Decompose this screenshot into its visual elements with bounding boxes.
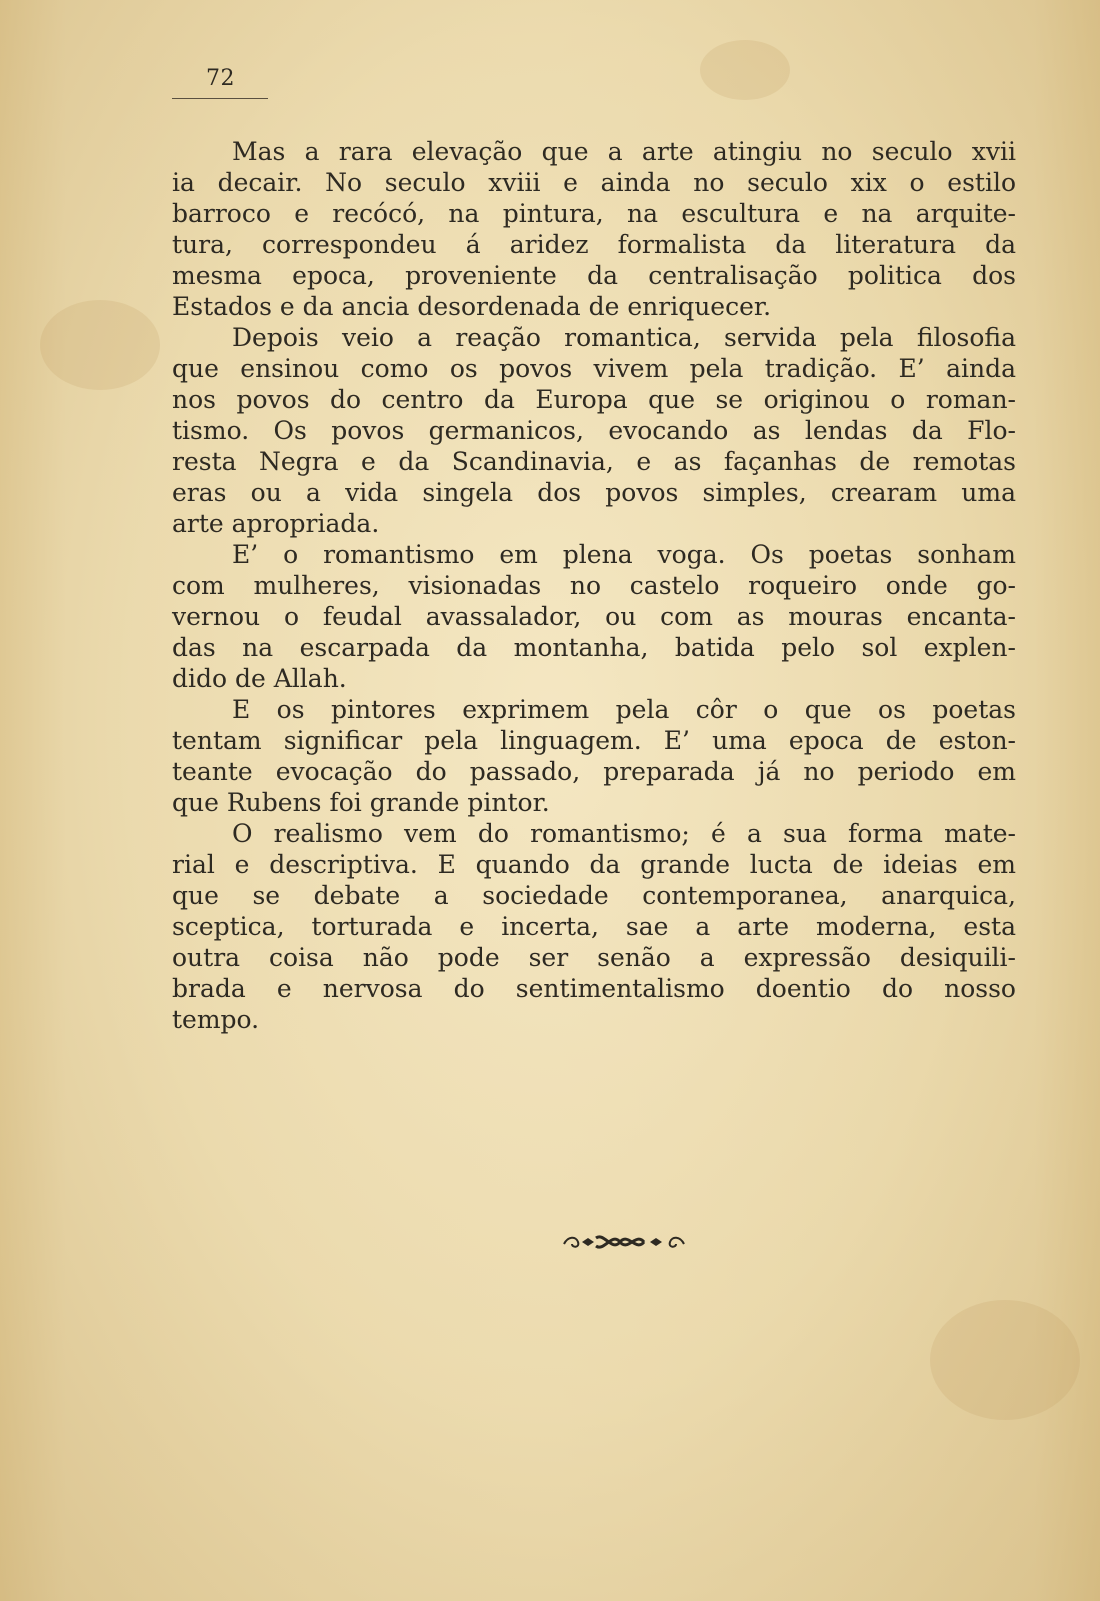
body-text xyxy=(172,136,1016,1035)
decorative-tailpiece-icon xyxy=(560,1230,688,1254)
text-line: teante evocação do passado, preparada já no periodo em xyxy=(172,757,1016,786)
text-line: rial e descriptiva. E quando da grande lucta de ideias em xyxy=(172,850,1016,879)
text-line: vernou o feudal avassalador, ou com as mouras encanta- xyxy=(172,602,1016,631)
text-line: com mulheres, visionadas no castelo roqueiro onde go- xyxy=(172,571,1016,600)
paragraph-1 xyxy=(172,136,1016,322)
text-line: nos povos do centro da Europa que se originou o roman- xyxy=(172,385,1016,414)
text-line: E’ o romantismo em plena voga. Os poetas sonham xyxy=(232,540,1016,569)
paper-stain xyxy=(930,1300,1080,1420)
text-line: tura, correspondeu á aridez formalista da literatura da xyxy=(172,230,1016,259)
text-line: que Rubens foi grande pintor. xyxy=(172,788,550,817)
text-line: barroco e recócó, na pintura, na escultura e na arquite- xyxy=(172,199,1016,228)
page-number: 72 xyxy=(206,66,235,91)
text-line: que se debate a sociedade contemporanea, anarquica, xyxy=(172,881,1016,910)
paragraph-4 xyxy=(172,694,1016,818)
text-line: das na escarpada da montanha, batida pelo sol explen- xyxy=(172,633,1016,662)
text-line: dido de Allah. xyxy=(172,664,347,693)
text-line: eras ou a vida singela dos povos simples, crearam uma xyxy=(172,478,1016,507)
header-rule xyxy=(172,98,268,99)
text-line: O realismo vem do romantismo; é a sua forma mate- xyxy=(232,819,1016,848)
text-line: resta Negra e da Scandinavia, e as façanhas de remotas xyxy=(172,447,1016,476)
paper-stain xyxy=(40,300,160,390)
text-line: sceptica, torturada e incerta, sae a arte moderna, esta xyxy=(172,912,1016,941)
text-line: Estados e da ancia desordenada de enriquecer. xyxy=(172,292,772,321)
text-line: tentam significar pela linguagem. E’ uma epoca de eston- xyxy=(172,726,1016,755)
text-line: que ensinou como os povos vivem pela tradição. E’ ainda xyxy=(172,354,1016,383)
text-line: Mas a rara elevação que a arte atingiu no seculo xvii xyxy=(232,137,1016,166)
text-line: brada e nervosa do sentimentalismo doentio do nosso xyxy=(172,974,1016,1003)
text-line: E os pintores exprimem pela côr o que os poetas xyxy=(232,695,1016,724)
text-line: tempo. xyxy=(172,1005,260,1034)
text-line: ia decair. No seculo xviii e ainda no seculo xix o estilo xyxy=(172,168,1016,197)
text-line: mesma epoca, proveniente da centralisação politica dos xyxy=(172,261,1016,290)
paragraph-5 xyxy=(172,818,1016,1035)
paragraph-2 xyxy=(172,322,1016,539)
text-line: Depois veio a reação romantica, servida pela filosofia xyxy=(232,323,1016,352)
paper-stain xyxy=(700,40,790,100)
text-line: tismo. Os povos germanicos, evocando as lendas da Flo- xyxy=(172,416,1016,445)
text-line: outra coisa não pode ser senão a expressão desiquili- xyxy=(172,943,1016,972)
paragraph-3 xyxy=(172,539,1016,694)
text-line: arte apropriada. xyxy=(172,509,380,538)
